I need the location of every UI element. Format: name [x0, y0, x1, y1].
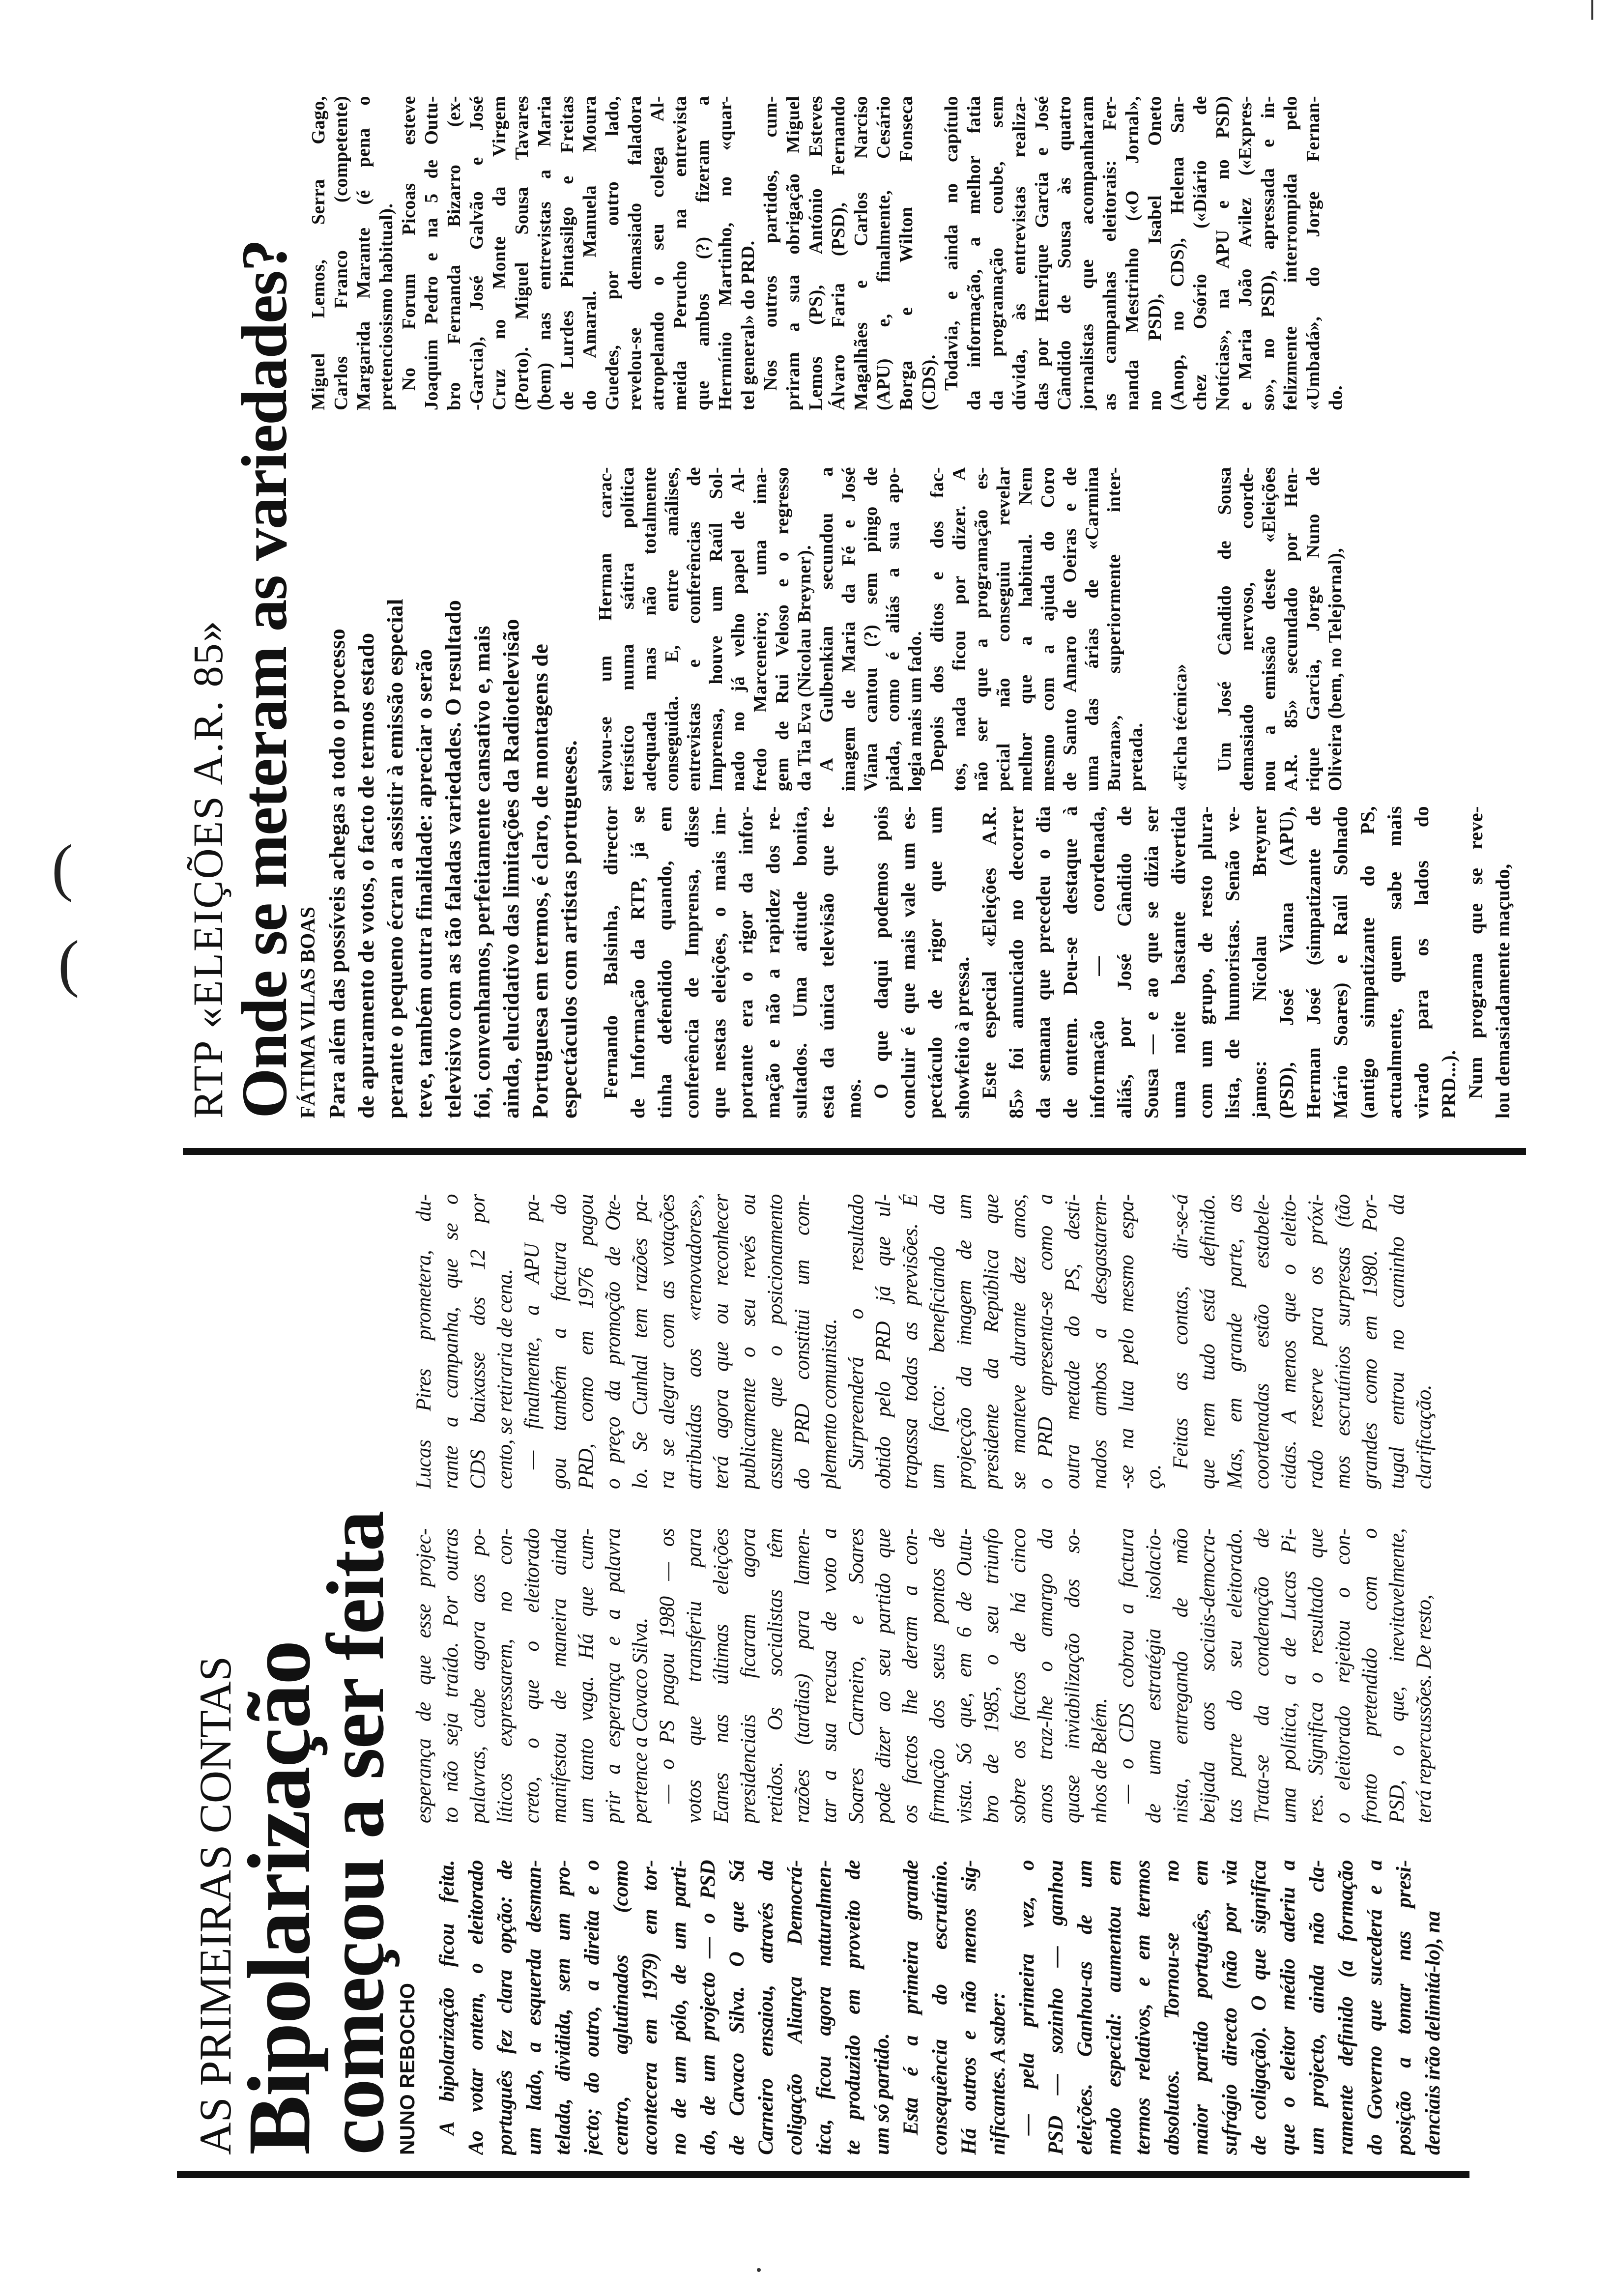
text-line: razões (tardias) para lamen-: [791, 1528, 814, 1823]
text-line: português fez clara opção: de: [493, 1860, 517, 2155]
subheading: [1170, 467, 1192, 791]
text-line: Mas, em grande parte, as: [1223, 1194, 1246, 1489]
scan-mark-bracket: (: [58, 928, 80, 999]
text-line: so», no PSD), apressada e in-: [1258, 96, 1278, 410]
paragraph: [940, 96, 1347, 410]
text-line: rique Garcia, Jorge Nuno de: [1303, 467, 1324, 791]
text-line: (Porto). Miguel Sousa Tavares: [512, 96, 532, 410]
text-line: coordenadas estão estabele-: [1250, 1194, 1273, 1489]
text-line: eleições. Ganhou-as de um: [1073, 1860, 1096, 2155]
text-line: lo. Se Cunhal tem razões pa-: [629, 1194, 652, 1489]
text-line: acontecera em 1979) em tor-: [638, 1860, 662, 2155]
text-line: Soares Carneiro, e Soares: [845, 1528, 868, 1823]
text-line: CDS baixasse dos 12 por: [466, 1194, 489, 1489]
rtp-article-column-1: [597, 806, 1516, 1119]
text-line: (Anop, no CDS), Helena San-: [1167, 96, 1188, 410]
text-line: votos que transferiu para: [683, 1528, 706, 1823]
text-line: Borga e Wilton Fonseca: [896, 96, 917, 410]
text-line: Portuguesa em termos, é claro, de montagens de: [527, 643, 552, 1119]
scan-mark-bracket: (: [52, 832, 73, 903]
text-line: Notícias», na APU e no PSD): [1212, 96, 1233, 410]
text-line: maior partido português, em: [1189, 1860, 1212, 2155]
text-line: informação — coordenada,: [1086, 806, 1108, 1119]
text-line: do.: [1325, 385, 1346, 410]
text-line: tos, nada ficou por dizer. A: [949, 467, 970, 791]
text-line: nificantes. A saber:: [986, 1992, 1009, 2155]
text-line: entrevistas e conferências de: [684, 467, 704, 791]
text-line: jamos: Nicolau Breyner: [1248, 806, 1270, 1119]
left-article-headline-line2: começou a ser feita: [310, 1511, 401, 2155]
text-line: cidas. A menos que o eleito-: [1277, 1194, 1300, 1489]
text-line: Fernando Balsinha, director: [600, 806, 622, 1099]
text-line: A bipolarização ficou feita.: [435, 1860, 459, 2135]
text-line: beijada aos sociais-democra-: [1196, 1528, 1219, 1823]
text-line: PSD, o que, inevitavelmente,: [1385, 1528, 1409, 1823]
text-line: mos.: [843, 1079, 865, 1119]
text-line: Todavia, e ainda no capítulo: [941, 96, 962, 391]
text-line: plemento comunista.: [818, 1319, 841, 1489]
text-line: com um grupo, de resto plura-: [1194, 806, 1216, 1119]
text-line: Depois dos ditos e dos fac-: [927, 467, 948, 772]
text-line: No Forum Picoas esteve: [399, 96, 419, 391]
text-line: -Garcia), José Galvão e José: [466, 96, 487, 410]
text-line: vista. Só que, em 6 de Outu-: [953, 1528, 976, 1823]
text-line: cento, se retiraria de cena.: [493, 1269, 517, 1489]
text-line: atropelando o seu colega Al-: [647, 96, 668, 410]
text-line: res. Significa o resultado que: [1304, 1528, 1327, 1823]
text-line: trapassa todas as previsões. É: [899, 1194, 922, 1489]
paragraph: [322, 442, 583, 1119]
text-line: priram a sua obrigação Miguel: [783, 96, 804, 410]
rtp-article-byline: FÁTIMA VILAS BOAS: [297, 907, 319, 1119]
text-line: Surpreenderá o resultado: [845, 1194, 868, 1469]
text-line: Margarida Marante (é pena o: [353, 96, 374, 410]
text-line: nado no já velho papel de Al-: [728, 467, 748, 791]
rtp-article-lead: [322, 442, 583, 1119]
text-line: não ser que a programação es-: [971, 467, 992, 791]
text-line: Herman José (simpatizante de: [1302, 806, 1324, 1119]
text-line: nou a emissão deste «Eleições: [1259, 467, 1279, 791]
text-line: creto, o que o eleitorado: [520, 1528, 544, 1823]
left-article-headline-line1: Bipolarização: [230, 1641, 329, 2155]
text-line: publicamente o seu revés ou: [737, 1194, 760, 1489]
scan-mark-dot: [757, 2268, 761, 2272]
text-line: presidente da República que: [980, 1194, 1003, 1489]
text-line: da programação coube, sem: [986, 96, 1007, 410]
text-line: da Tia Eva (Nicolau Breyner).: [794, 545, 815, 791]
left-article-column-1: [432, 1860, 1447, 2155]
text-line: consequência do escrutínio.: [928, 1860, 951, 2155]
text-line: «Ficha técnica»: [1170, 663, 1191, 791]
text-line: posição a tomar nas presi-: [1392, 1860, 1415, 2155]
text-line: terístico numa sátira política: [617, 467, 638, 791]
text-line: — pela primeira vez, o: [1015, 1860, 1038, 2135]
text-line: espectáculos com artistas portugueses.: [556, 740, 581, 1119]
text-line: tar a sua recusa de voto a: [818, 1528, 841, 1823]
text-line: logia mais um fado.: [905, 631, 925, 791]
text-line: os factos lhe deram a con-: [899, 1528, 922, 1823]
article-left-rule: [177, 2171, 1469, 2178]
left-article-column-3: [410, 1194, 1438, 1489]
left-article-column-2: [410, 1528, 1438, 1823]
text-line: teve, também outra finalidade: apreciar o serão: [411, 649, 436, 1119]
text-line: Lucas Pires prometera, du-: [412, 1194, 435, 1489]
text-line: Carneiro ensaiou, através da: [754, 1860, 777, 2155]
paragraph: [1214, 467, 1347, 791]
paragraph: [1462, 806, 1516, 1119]
paragraph: [410, 1528, 654, 1823]
text-line: uma noite bastante divertida: [1167, 806, 1189, 1119]
text-line: sufrágio directo (não por via: [1218, 1860, 1241, 2155]
text-line: Guedes, por outro lado,: [602, 96, 623, 410]
text-line: as campanhas eleitorais: Fer-: [1099, 96, 1120, 410]
text-line: Cruz no Monte da Virgem: [489, 96, 510, 410]
text-line: lista, de humoristas. Senão ve-: [1221, 806, 1243, 1119]
paragraph: [654, 1528, 1113, 1823]
text-line: adequada mas não totalmente: [639, 467, 660, 791]
text-line: das por Henrique Garcia e José: [1032, 96, 1052, 410]
text-line: ço.: [1142, 1464, 1165, 1489]
text-line: mos escrutínios surpresas (tão: [1331, 1194, 1354, 1489]
text-line: Miguel Lemos, Serra Gago,: [308, 96, 329, 410]
text-line: concluir é que mais vale um es-: [897, 806, 919, 1119]
text-line: atribuídas aos «renovadores»,: [683, 1194, 706, 1489]
text-line: Eanes nas últimas eleições: [710, 1528, 733, 1823]
text-line: pretenciosismo habitual).: [376, 203, 397, 410]
text-line: terá repercussões. De resto,: [1412, 1595, 1436, 1823]
text-line: Joaquim Pedro e na 5 de Outu-: [421, 96, 442, 410]
text-line: líticos expressarem, no con-: [493, 1528, 517, 1823]
text-line: de ontem. Deu-se destaque à: [1059, 806, 1081, 1119]
text-line: o PRD apresenta-se como a: [1034, 1194, 1057, 1489]
text-line: revelou-se demasiado faladora: [625, 96, 645, 410]
text-line: nados ambos a desgastarem-: [1088, 1194, 1111, 1489]
text-line: grandes como em 1980. Por-: [1358, 1194, 1382, 1489]
text-line: showfeito à pressa.: [951, 956, 973, 1119]
text-line: conseguida. E, entre análises,: [662, 467, 682, 791]
paragraph: [1012, 1860, 1447, 2155]
text-line: absolutos. Tornou-se no: [1160, 1860, 1183, 2155]
text-line: do Governo que sucederá e a: [1363, 1860, 1386, 2155]
text-line: televisivo com as tão faladas variedades. O resultado: [440, 600, 465, 1119]
text-line: PRD, como em 1976 pagou: [575, 1194, 598, 1489]
text-line: PRD...).: [1438, 1050, 1460, 1119]
text-line: denciais irão delimitá-lo), na: [1421, 1911, 1444, 2155]
text-line: do, de um projecto — o PSD: [696, 1860, 720, 2155]
text-line: de coligação). O que significa: [1247, 1860, 1270, 2155]
text-line: termos relativos, e em termos: [1131, 1860, 1154, 2155]
paragraph: [595, 467, 816, 791]
text-line: melhor que a habitual. Nem: [1015, 467, 1036, 791]
text-line: do Amaral. Manuela Moura: [579, 96, 600, 410]
text-line: pretada.: [1126, 722, 1147, 791]
text-line: Nos outros partidos, cum-: [760, 96, 781, 391]
text-line: uma política, a de Lucas Pi-: [1277, 1528, 1300, 1823]
text-line: 85» foi anunciado no decorrer: [1005, 806, 1027, 1119]
text-line: modo especial: aumentou em: [1102, 1860, 1125, 2155]
text-line: de Santo Amaro de Oeiras e de: [1060, 467, 1080, 791]
text-line: pode dizer ao seu partido que: [872, 1528, 895, 1823]
text-line: sobre os factos de há cinco: [1007, 1528, 1030, 1823]
text-line: no PSD), Isabel Oneto: [1145, 96, 1165, 410]
text-line: o preço da promoção de Ote-: [602, 1194, 625, 1489]
text-line: obtido pelo PRD já que ul-: [872, 1194, 895, 1489]
text-line: gem de Rui Veloso e o regresso: [772, 467, 793, 791]
text-line: A.R. 85» secundado por Hen-: [1281, 467, 1301, 791]
text-line: clarificação.: [1412, 1384, 1436, 1489]
paragraph: [410, 1194, 518, 1489]
text-line: da informação, a melhor fatia: [964, 96, 984, 410]
text-line: coligação Aliança Democrá-: [783, 1860, 806, 2155]
text-line: nhos de Belém.: [1088, 1698, 1111, 1823]
text-line: Este especial «Eleições A.R.: [978, 806, 1000, 1099]
text-line: tica, ficou agora naturalmen-: [812, 1860, 835, 2155]
paragraph: [976, 806, 1462, 1119]
text-line: Viana cantou (?) sem pingo de: [861, 467, 881, 791]
text-line: Esta é a primeira grande: [899, 1860, 922, 2135]
text-line: manifestou de maneira ainda: [547, 1528, 571, 1823]
text-line: jecto; do outro, a direita e o: [580, 1860, 604, 2155]
text-line: se manteve durante dez anos,: [1007, 1194, 1030, 1489]
text-line: Burana», superiormente inter-: [1104, 467, 1124, 791]
text-line: de Informação da RTP, já se: [627, 806, 649, 1119]
text-line: esperança de que esse projec-: [412, 1528, 435, 1823]
text-line: imagem de Maria da Fé e José: [838, 467, 859, 791]
text-line: ramente definido (a formação: [1334, 1860, 1357, 2155]
paragraph: [432, 1860, 896, 2155]
text-line: um projecto, ainda não cla-: [1305, 1860, 1328, 2155]
text-line: PSD — sozinho — ganhou: [1044, 1860, 1067, 2155]
text-line: rado reserve para os próxi-: [1304, 1194, 1327, 1489]
text-line: retidos. Os socialistas têm: [764, 1528, 787, 1823]
text-line: tinha defendido quando, em: [654, 806, 676, 1119]
text-line: fredo Marceneiro; uma ima-: [750, 467, 771, 791]
paragraph: [307, 96, 398, 410]
text-line: chez Osório («Diário de: [1190, 96, 1210, 410]
text-line: (PSD), José Viana (APU),: [1275, 806, 1297, 1119]
text-line: de apuramento de votos, o facto de termos estado: [353, 632, 378, 1119]
text-line: — o CDS cobrou a factura: [1115, 1528, 1138, 1804]
text-line: actualmente, quem sabe mais: [1383, 806, 1406, 1119]
text-line: firmação dos seus pontos de: [926, 1528, 949, 1823]
text-line: nanda Mestrinho («O Jornal»,: [1122, 96, 1143, 410]
rtp-article-column-3: [307, 96, 1347, 410]
scan-mark-tick: [1591, 0, 1593, 20]
left-article-kicker: AS PRIMEIRAS CONTAS: [190, 1656, 240, 2155]
text-line: A Gulbenkian secundou a: [816, 467, 837, 772]
text-line: esta da única televisão que te-: [816, 806, 838, 1119]
text-line: um facto: beneficiando da: [926, 1194, 949, 1489]
text-line: dúvida, às entrevistas realiza-: [1009, 96, 1030, 410]
text-line: Num programa que se reve-: [1465, 806, 1487, 1099]
text-line: to não seja traído. Por outras: [439, 1528, 462, 1823]
text-line: tas parte do seu eleitorado.: [1223, 1528, 1246, 1823]
text-line: (CDS).: [919, 354, 939, 410]
text-line: (antigo simpatizante do PS,: [1356, 806, 1379, 1119]
text-line: portante era o rigor da infor-: [735, 806, 757, 1119]
text-line: Feitas as contas, dir-se-á: [1169, 1194, 1192, 1469]
paragraph: [926, 467, 1148, 791]
text-line: te produzido em proveito de: [841, 1860, 864, 2155]
text-line: presidenciais ficaram agora: [737, 1528, 760, 1823]
text-line: projecção da imagem de um: [953, 1194, 976, 1489]
text-line: conferência de Imprensa, disse: [681, 806, 703, 1119]
text-line: um lado, a esquerda desman-: [522, 1860, 546, 2155]
text-line: um só partido.: [870, 2033, 893, 2155]
text-line: O que daqui podemos pois: [870, 806, 892, 1099]
paragraph: [398, 96, 759, 410]
text-line: felizmente interrompida pelo: [1280, 96, 1301, 410]
text-line: «Umbadá», do Jorge Fernan-: [1303, 96, 1324, 410]
text-line: outra metade do PS, desti-: [1061, 1194, 1084, 1489]
text-line: — o PS pagou 1980 — os: [656, 1528, 679, 1804]
text-line: jornalistas que acompanharam: [1077, 96, 1097, 410]
text-line: Lemos (PS), António Esteves: [806, 96, 826, 410]
text-line: centro, aglutinados (como: [609, 1860, 633, 2155]
text-line: telada, dividida, sem um pro-: [551, 1860, 575, 2155]
paragraph: [896, 1860, 1012, 2155]
text-line: -se na luta pelo mesmo espa-: [1115, 1194, 1138, 1489]
text-line: que nestas eleições, o mais im-: [708, 806, 730, 1119]
text-line: mesmo com a ajuda do Coro: [1037, 467, 1058, 791]
text-line: perante o pequeno écran a assistir à emissão especial: [382, 598, 407, 1119]
text-line: terá agora que ou reconhecer: [710, 1194, 733, 1489]
text-line: da semana que precedeu o dia: [1032, 806, 1054, 1119]
text-line: Cândido de Sousa às quatro: [1054, 96, 1075, 410]
text-line: um tanto vaga. Há que cum-: [575, 1528, 598, 1823]
text-line: quase inviabilização dos so-: [1061, 1528, 1084, 1823]
paragraph: [759, 96, 940, 410]
paragraph: [867, 806, 976, 1119]
text-line: Mário Soares) e Raúl Solnado: [1329, 806, 1352, 1119]
rtp-article-kicker: RTP «ELEIÇÕES A.R. 85»: [184, 619, 231, 1119]
text-line: Ao votar ontem, o eleitorado: [464, 1860, 488, 2155]
text-line: que ambos (?) fizeram a: [692, 96, 713, 410]
text-line: anos traz-lhe o amargo da: [1034, 1528, 1057, 1823]
rtp-article-column-2: [595, 467, 1347, 791]
text-line: demasiado nervoso, coorde-: [1237, 467, 1257, 791]
text-line: que o eleitor médio aderiu a: [1276, 1860, 1299, 2155]
text-line: sultados. Uma atitude bonita,: [789, 806, 811, 1119]
text-line: gou também a factura do: [547, 1194, 571, 1489]
text-line: Há outros e não menos sig-: [957, 1860, 980, 2155]
text-line: foi, convenhamos, perfeitamente cansativo e, mais: [469, 625, 494, 1119]
text-line: meida Perucho na entrevista: [670, 96, 691, 410]
text-line: pertence a Cavaco Silva.: [629, 1618, 652, 1823]
text-line: prir a esperança e a palavra: [602, 1528, 625, 1823]
text-line: pecial não conseguiu revelar: [993, 467, 1014, 791]
text-line: Hermínio Martinho, no «quar-: [715, 96, 736, 410]
text-line: Magalhães e Carlos Narciso: [851, 96, 871, 410]
text-line: de uma estratégia isolacio-: [1142, 1528, 1165, 1823]
text-line: salvou-se um Herman carac-: [595, 467, 616, 791]
paragraph: [518, 1194, 843, 1489]
text-line: uma das árias de «Carmina: [1082, 467, 1102, 791]
text-line: o eleitorado rejeitou o con-: [1331, 1528, 1354, 1823]
text-line: ainda, elucidativo das limitações da Radiotelevisão: [498, 618, 523, 1119]
text-line: Imprensa, houve um Raúl Sol-: [706, 467, 726, 791]
text-line: de Lurdes Pintasilgo e Freitas: [557, 96, 577, 410]
text-line: Carlos Franco (competente): [331, 96, 351, 410]
paragraph: [816, 467, 926, 791]
text-line: nista, entregando de mão: [1169, 1528, 1192, 1823]
text-line: do PRD constitui um com-: [791, 1194, 814, 1489]
text-line: ra se alegrar com as votações: [656, 1194, 679, 1489]
text-line: palavras, cabe agora aos po-: [466, 1528, 489, 1823]
text-line: (bem) nas entrevistas a Maria: [534, 96, 555, 410]
paragraph: [843, 1194, 1167, 1489]
article-separator-rule: [183, 1148, 1526, 1155]
text-line: piada, como é aliás a sua apo-: [883, 467, 903, 791]
paragraph: [1167, 1194, 1438, 1489]
text-line: Álvaro Faria (PSD), Fernando: [828, 96, 849, 410]
paragraph: [597, 806, 867, 1119]
rtp-article-headline: Onde se meteram as variedades?: [228, 240, 300, 1119]
text-line: Trata-se da condenação de: [1250, 1528, 1273, 1823]
text-line: que nem tudo está definido.: [1196, 1194, 1219, 1489]
text-line: aliás, por José Cândido de: [1113, 806, 1135, 1119]
text-line: rante a campanha, que se o: [439, 1194, 462, 1489]
text-line: — finalmente, a APU pa-: [520, 1194, 544, 1469]
text-line: assume que o posicionamento: [764, 1194, 787, 1489]
text-line: fronto pretendido com o: [1358, 1528, 1382, 1823]
text-line: mação e não a rapidez dos re-: [762, 806, 784, 1119]
text-line: Oliveira (bem, no Telejornal),: [1325, 547, 1346, 791]
text-line: lou demasiadamente maçudo,: [1492, 863, 1514, 1119]
text-line: de Cavaco Silva. O que Sá: [725, 1860, 748, 2155]
left-article-byline: NUNO REBOCHO: [396, 1982, 419, 2155]
text-line: virado para os lados do: [1410, 806, 1433, 1119]
text-line: (APU) e, finalmente, Cesário: [873, 96, 894, 410]
text-line: tel general» do PRD.: [738, 240, 758, 410]
text-line: Sousa — e ao que se dizia ser: [1140, 806, 1162, 1119]
text-line: bro Fernanda Bizarro (ex-: [444, 96, 464, 410]
text-line: tugal entrou no caminho da: [1385, 1194, 1409, 1489]
text-line: Um José Cândido de Sousa: [1214, 467, 1235, 772]
text-line: Para além das possíveis achegas a todo o processo: [324, 628, 349, 1119]
text-line: e Maria João Avilez («Expres-: [1235, 96, 1256, 410]
text-line: bro de 1985, o seu triunfo: [980, 1528, 1003, 1823]
paragraph: [1113, 1528, 1438, 1823]
text-line: pectáculo de rigor que um: [924, 806, 946, 1119]
text-line: no de um pólo, de um parti-: [667, 1860, 691, 2155]
